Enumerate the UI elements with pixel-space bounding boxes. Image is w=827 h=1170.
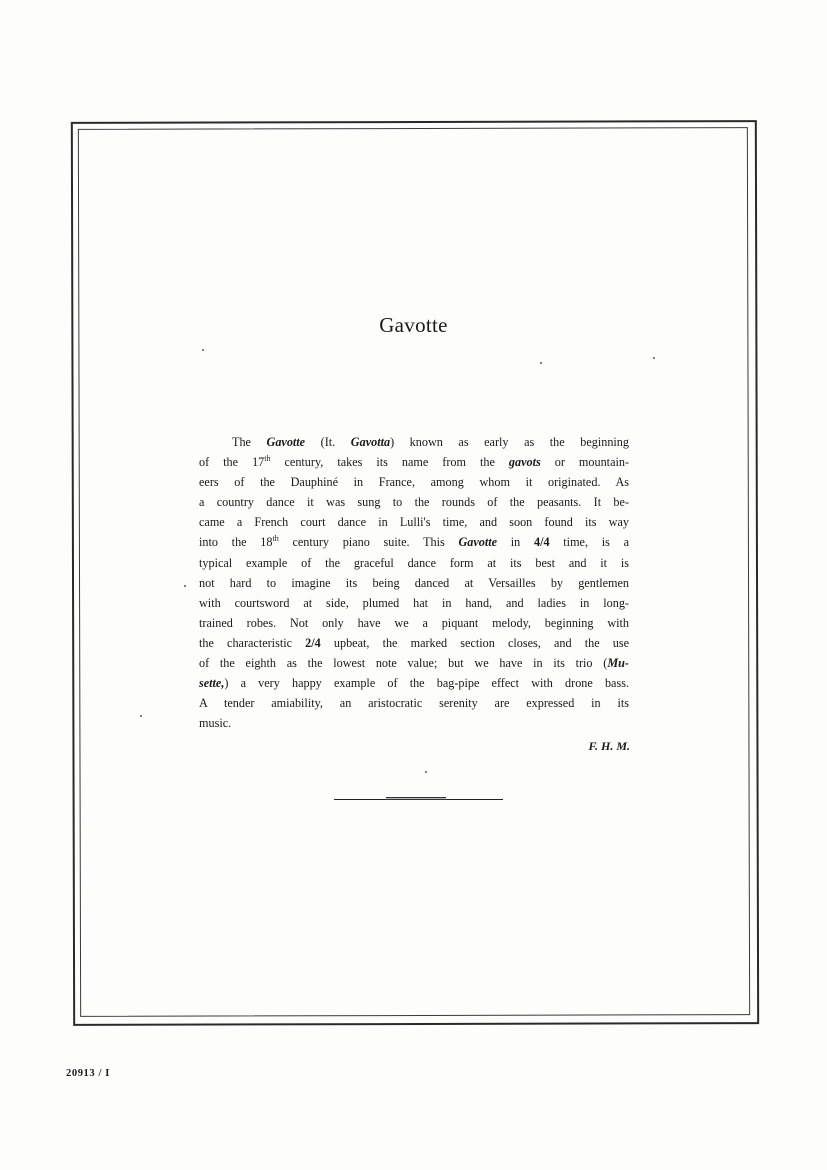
ordinal-suffix: th (272, 534, 279, 544)
text-line: eers of the Dauphiné in France, among whom it originated. As (199, 475, 629, 490)
text-line: not hard to imagine its being danced at Versailles by gentlemen (199, 575, 629, 590)
text-line: typical example of the graceful dance form at its best and it is (199, 555, 629, 570)
print-speck (653, 357, 655, 359)
print-speck (540, 362, 542, 364)
author-initials: F. H. M. (588, 739, 630, 753)
print-speck (202, 349, 204, 351)
text-line: came a French court dance in Lulli's time, and soon found its way (199, 515, 629, 530)
italic-term: sette, (199, 676, 225, 691)
italic-term: gavots (508, 455, 541, 470)
print-speck (425, 771, 427, 773)
ordinal-suffix: th (264, 454, 271, 464)
time-signature: 2/4 (305, 635, 321, 650)
ornamental-rule-center (386, 797, 446, 800)
text-line: A tender amiability, an aristocratic serenity are expressed in its (199, 696, 629, 711)
page-title: Gavotte (379, 313, 448, 337)
italic-term: Gavotta (350, 435, 391, 449)
text-line: the characteristic 2/4 upbeat, the marked section closes, and the use (199, 635, 629, 650)
text-line: trained robes. Not only have we a piquant melody, beginning with (199, 615, 629, 630)
text-line: with courtsword at side, plumed hat in hand, and ladies in long- (199, 595, 629, 610)
text-line: sette,) a very happy example of the bag-pipe effect with drone bass. (199, 676, 629, 691)
plate-number: 20913 / I (66, 1068, 110, 1079)
time-signature: 4/4 (534, 535, 550, 550)
program-note (199, 432, 629, 733)
print-speck (140, 715, 142, 717)
text-line: of the eighth as the lowest note value; but we have in its trio (Mu- (199, 656, 629, 671)
italic-term: Mu- (607, 656, 629, 671)
text-line: of the 17th century, takes its name from the gavots or mountain- (199, 454, 630, 470)
text-line: The Gavotte (It. Gavotta) known as early as the beginning (232, 435, 629, 449)
text-line: music. (199, 716, 232, 731)
italic-term: Gavotte (458, 535, 498, 550)
italic-term: Gavotte (266, 435, 306, 449)
text-line: a country dance it was sung to the rounds of the peasants. It be- (199, 495, 629, 510)
text-line: into the 18th century piano suite. This Gavotte in 4/4 time, is a (199, 534, 629, 550)
print-speck (184, 585, 186, 587)
